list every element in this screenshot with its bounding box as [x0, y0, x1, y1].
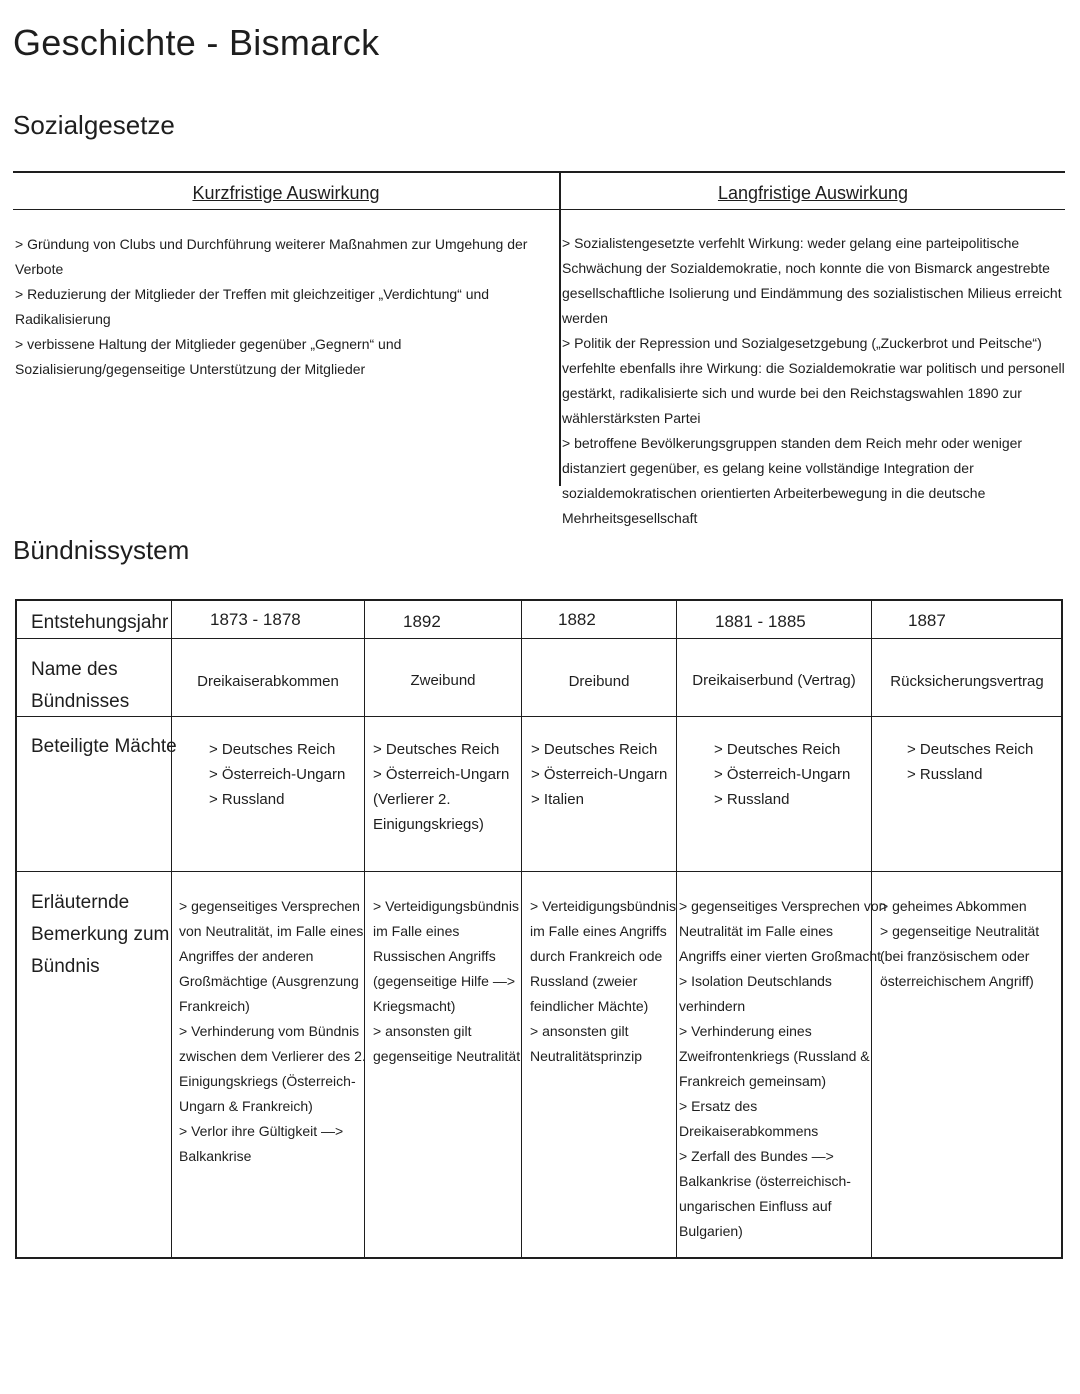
cell-name: Dreibund — [568, 673, 630, 690]
cell-remarks: > Verteidigungsbündnis im Falle eines Angriffs durch Frankreich ode Russland (zweier feindlicher Mächte) > ansonsten gilt Neutralitätsprinzip — [530, 898, 676, 1064]
cell-year: 1881 - 1885 — [715, 612, 806, 631]
cell-year: 1887 — [908, 611, 946, 630]
cell-powers: > Deutsches Reich > Österreich-Ungarn > Russland — [714, 741, 851, 808]
row-label-name: Name des Bündnisses — [31, 659, 130, 712]
grid-line — [17, 871, 1061, 872]
list-item: > Reduzierung der Mitglieder der Treffen mit gleichzeitiger „Verdichtung“ und Radikalisierung — [15, 286, 490, 327]
kurzfristig-list — [15, 232, 555, 382]
section-heading-buendnissystem: Bündnissystem — [13, 535, 190, 565]
table-top-border — [13, 171, 1065, 173]
grid-line — [17, 638, 1061, 639]
row-label-maechte: Beteiligte Mächte — [31, 736, 177, 757]
sozialgesetze-table — [13, 171, 1065, 526]
column-header-kurzfristig: Kurzfristige Auswirkung — [192, 183, 380, 203]
cell-name: Zweibund — [410, 672, 476, 689]
cell-powers: > Deutsches Reich > Österreich-Ungarn (Verlierer 2. Einigungskriegs) — [373, 741, 510, 833]
cell-name: Rücksicherungsvertrag — [890, 673, 1044, 690]
page-title: Geschichte - Bismarck — [13, 22, 380, 63]
cell-remarks: > gegenseitiges Versprechen von Neutralität, im Falle eines Angriffes der anderen Großmächtige (Ausgrenzung Frankreich) > Verhinderung vom Bündnis zwischen dem Verlierer des 2. Einigungskriegs (Österreich- Ungarn & Frankreich) > Verlor ihre Gültigkeit —> Balkankrise — [179, 898, 366, 1164]
list-item: > verbissene Haltung der Mitglieder gegenüber „Gegnern“ und Sozialisierung/gegenseitige Unterstützung der Mitglieder — [15, 336, 402, 377]
grid-line — [676, 601, 677, 1257]
cell-name: Dreikaiserabkommen — [197, 673, 339, 690]
buendnissystem-table — [15, 599, 1063, 1259]
grid-line — [521, 601, 522, 1257]
cell-name: Dreikaiserbund (Vertrag) — [692, 672, 856, 689]
list-item: > Politik der Repression und Sozialgesetzgebung („Zuckerbrot und Peitsche“) verfehlte ebenfalls ihre Wirkung: die Sozialdemokratie war politisch und personell gestärkt, radikalisierte sich und wurde bei den Reichstagswahlen 1890 zur wählerstärksten Partei — [562, 335, 1065, 426]
cell-year: 1892 — [403, 612, 441, 631]
grid-line — [171, 601, 172, 1257]
grid-line — [17, 716, 1061, 717]
cell-powers: > Deutsches Reich > Österreich-Ungarn > Italien — [531, 741, 668, 808]
section-heading-sozialgesetze: Sozialgesetze — [13, 110, 175, 140]
cell-year: 1873 - 1878 — [210, 610, 301, 629]
cell-powers: > Deutsches Reich > Russland — [907, 741, 1034, 783]
row-label-jahr: Entstehungsjahr — [31, 612, 169, 633]
table-column-divider — [559, 171, 561, 486]
cell-powers: > Deutsches Reich > Österreich-Ungarn > Russland — [209, 741, 346, 808]
list-item: > betroffene Bevölkerungsgruppen standen dem Reich mehr oder weniger distanziert gegenüber, es gelang keine vollständige Integration der sozialdemokratischen orientierten Arbeiterbewegung in die deutsche Mehrheitsgesellschaft — [562, 435, 1023, 526]
row-label-bemerkung: Erläuternde Bemerkung zum Bündnis — [31, 892, 170, 977]
list-item: > Sozialistengesetzte verfehlt Wirkung: weder gelang eine parteipolitische Schwächung der Sozialdemokratie, noch konnte die von Bismarck angestrebte gesellschaftliche Isolierung und Eindämmung des sozialistischen Milieus erreicht werden — [562, 235, 1062, 326]
cell-year: 1882 — [558, 610, 596, 629]
cell-remarks: > geheimes Abkommen > gegenseitige Neutralität (bei französischem oder österreichischem Angriff) — [880, 898, 1040, 989]
langfristig-list — [562, 231, 1065, 531]
table-header-divider — [13, 209, 1065, 210]
cell-remarks: > gegenseitiges Versprechen von Neutralität im Falle eines Angriffs einer vierten Großmacht > Isolation Deutschlands verhindern > Verhinderung eines Zweifrontenkriegs (Russland & Frankreich gemeinsam) > Ersatz des Dreikaiserabkommens > Zerfall des Bundes —> Balkankrise (österreichisch- ungarischen Einfluss auf Bulgarien) — [679, 898, 887, 1239]
list-item: > Gründung von Clubs und Durchführung weiterer Maßnahmen zur Umgehung der Verbote — [15, 236, 528, 277]
column-header-langfristig: Langfristige Auswirkung — [717, 183, 909, 203]
cell-remarks: > Verteidigungsbündnis im Falle eines Russischen Angriffs (gegenseitige Hilfe —> Kriegsmacht) > ansonsten gilt gegenseitige Neutralität — [373, 898, 521, 1064]
